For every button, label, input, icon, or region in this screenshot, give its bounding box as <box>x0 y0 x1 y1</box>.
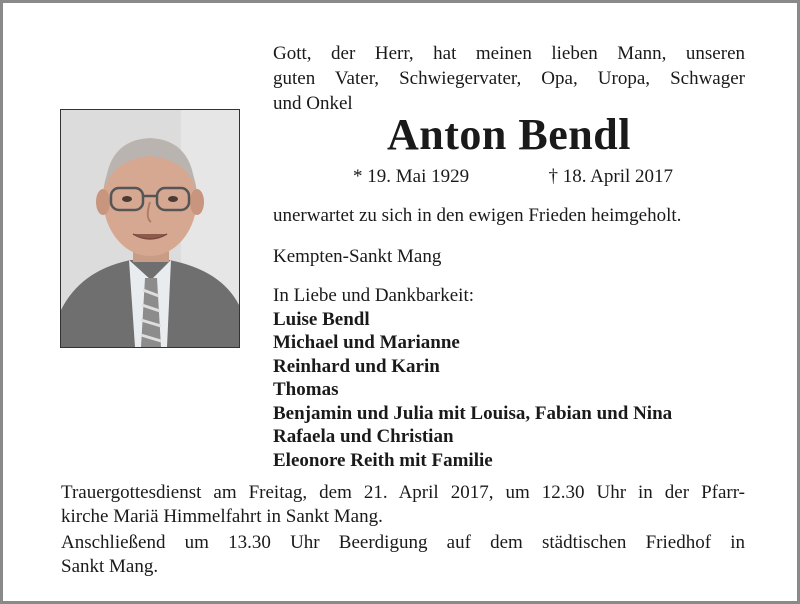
service-line-2: kirche Mariä Himmelfahrt in Sankt Mang. <box>61 506 383 527</box>
intro-line-1: Gott, der Herr, hat meinen lieben Mann, unseren <box>273 43 745 64</box>
burial-line-1: Anschließend um 13.30 Uhr Beerdigung auf dem städtischen Friedhof in <box>61 532 745 553</box>
mourner-4: Thomas <box>273 379 339 400</box>
burial-text <box>61 531 745 579</box>
death-date: † 18. April 2017 <box>548 166 673 187</box>
mourner-1: Luise Bendl <box>273 308 370 330</box>
birth-date: * 19. Mai 1929 <box>353 166 470 187</box>
mourner-5: Benjamin und Julia mit Louisa, Fabian und Nina <box>273 402 673 424</box>
intro-text <box>273 41 745 116</box>
mourner-2: Michael und Marianne <box>273 332 460 353</box>
family-list <box>273 284 773 472</box>
passing-text: unerwartet zu sich in den ewigen Frieden heimgeholt. <box>273 205 682 226</box>
funeral-service-text <box>61 481 745 529</box>
mourner-7: Eleonore Reith mit Familie <box>273 449 493 471</box>
life-dates <box>353 165 673 189</box>
family-intro: In Liebe und Dankbarkeit: <box>273 285 475 306</box>
service-line-1: Trauergottesdienst am Freitag, dem 21. April 2017, um 12.30 Uhr in der Pfarr- <box>61 482 745 503</box>
place-of-residence: Kempten-Sankt Mang <box>273 246 442 267</box>
intro-line-2: guten Vater, Schwiegervater, Opa, Uropa, Schwager <box>273 68 745 89</box>
portrait-illustration <box>61 110 239 347</box>
intro-line-3: und Onkel <box>273 93 353 114</box>
deceased-name: Anton Bendl <box>387 110 631 159</box>
mourner-6: Rafaela und Christian <box>273 426 454 447</box>
mourner-3: Reinhard und Karin <box>273 355 440 377</box>
burial-line-2: Sankt Mang. <box>61 556 159 577</box>
portrait-photo <box>60 109 240 348</box>
